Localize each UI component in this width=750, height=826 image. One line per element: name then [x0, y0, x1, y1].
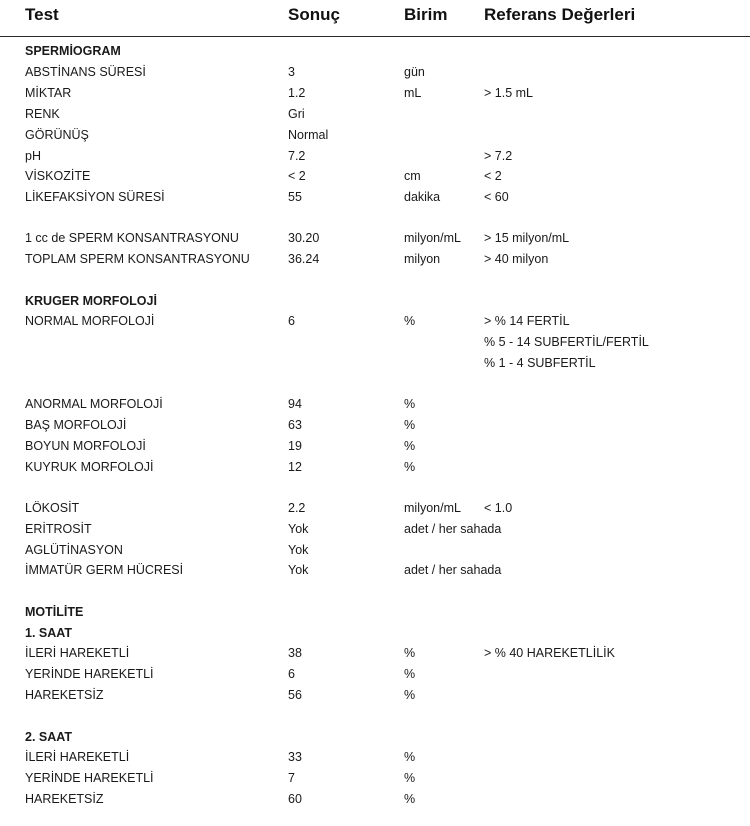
- table-row: [0, 540, 750, 560]
- test-name-cell: TOPLAM SPERM KONSANTRASYONU: [25, 252, 250, 266]
- result-cell: 1.2: [288, 86, 306, 100]
- result-cell: 19: [288, 439, 302, 453]
- test-name-cell: İMMATÜR GERM HÜCRESİ: [25, 563, 184, 577]
- table-row: [0, 104, 750, 124]
- table-row: [0, 560, 750, 580]
- reference-cell: % 1 - 4 SUBFERTİL: [484, 356, 596, 370]
- test-name-cell: BAŞ MORFOLOJİ: [25, 418, 127, 432]
- result-cell: 33: [288, 750, 302, 764]
- result-cell: 7.2: [288, 149, 306, 163]
- reference-cell: > % 40 HAREKETLİLİK: [484, 646, 615, 660]
- test-name-cell: HAREKETSİZ: [25, 792, 104, 806]
- section-kruger: [0, 291, 750, 311]
- header-reference: Referans Değerleri: [484, 5, 636, 24]
- test-name-cell: 1. SAAT: [25, 626, 72, 640]
- reference-cell: > 40 milyon: [484, 252, 549, 266]
- section-hour-2: [0, 727, 750, 747]
- test-name-cell: AGLÜTİNASYON: [25, 543, 123, 557]
- test-name-cell: LÖKOSİT: [25, 501, 80, 515]
- table-row: [0, 498, 750, 518]
- table-row: [0, 146, 750, 166]
- test-name-cell: RENK: [25, 107, 60, 121]
- unit-cell: milyon: [404, 252, 441, 266]
- result-cell: 3: [288, 65, 295, 79]
- test-name-cell: YERİNDE HAREKETLİ: [25, 771, 154, 785]
- table-row: [0, 62, 750, 82]
- unit-cell: mL: [404, 86, 422, 100]
- result-cell: 36.24: [288, 252, 320, 266]
- test-name-cell: GÖRÜNÜŞ: [25, 128, 89, 142]
- test-name-cell: İLERİ HAREKETLİ: [25, 750, 130, 764]
- reference-cell: < 1.0: [484, 501, 513, 515]
- result-cell: Yok: [288, 522, 309, 536]
- unit-cell: cm: [404, 169, 421, 183]
- table-row: [0, 187, 750, 207]
- unit-cell: %: [404, 667, 416, 681]
- result-cell: 6: [288, 667, 295, 681]
- table-header: [0, 0, 750, 37]
- test-name-cell: KUYRUK MORFOLOJİ: [25, 460, 154, 474]
- test-name-cell: LİKEFAKSİYON SÜRESİ: [25, 190, 165, 204]
- result-cell: 2.2: [288, 501, 306, 515]
- table-row: [0, 415, 750, 435]
- table-row: [0, 83, 750, 103]
- test-name-cell: MİKTAR: [25, 86, 72, 100]
- reference-cell: > 7.2: [484, 149, 513, 163]
- unit-cell: %: [404, 750, 416, 764]
- table-row: [0, 228, 750, 248]
- reference-cell: > 15 milyon/mL: [484, 231, 570, 245]
- table-row: [0, 353, 750, 373]
- table-row: [0, 394, 750, 414]
- result-cell: 94: [288, 397, 302, 411]
- section-hour-1: [0, 623, 750, 643]
- table-row: [0, 457, 750, 477]
- result-cell: 63: [288, 418, 302, 432]
- result-cell: Gri: [288, 107, 305, 121]
- table-row: [0, 311, 750, 331]
- table-row: [0, 664, 750, 684]
- table-row: [0, 768, 750, 788]
- test-name-cell: KRUGER MORFOLOJİ: [25, 294, 157, 308]
- section-spermiogram: [0, 41, 750, 61]
- result-cell: Yok: [288, 543, 309, 557]
- unit-cell: %: [404, 771, 416, 785]
- test-name-cell: BOYUN MORFOLOJİ: [25, 439, 146, 453]
- reference-cell: > % 14 FERTİL: [484, 314, 570, 328]
- reference-cell: > 1.5 mL: [484, 86, 533, 100]
- unit-cell: %: [404, 314, 416, 328]
- unit-cell: %: [404, 439, 416, 453]
- result-cell: 38: [288, 646, 302, 660]
- result-cell: Yok: [288, 563, 309, 577]
- header-test: Test: [25, 5, 59, 24]
- table-row: [0, 332, 750, 352]
- unit-cell: adet / her sahada: [404, 563, 502, 577]
- result-cell: 12: [288, 460, 302, 474]
- unit-cell: milyon/mL: [404, 231, 461, 245]
- test-name-cell: 2. SAAT: [25, 730, 72, 744]
- reference-cell: < 60: [484, 190, 509, 204]
- unit-cell: milyon/mL: [404, 501, 461, 515]
- section-motility: [0, 602, 750, 622]
- test-name-cell: pH: [25, 149, 41, 163]
- unit-cell: %: [404, 792, 416, 806]
- result-cell: 56: [288, 688, 302, 702]
- table-row: [0, 436, 750, 456]
- table-row: [0, 643, 750, 663]
- reference-cell: < 2: [484, 169, 502, 183]
- unit-cell: %: [404, 418, 416, 432]
- table-row: [0, 747, 750, 767]
- result-cell: 60: [288, 792, 302, 806]
- result-cell: 55: [288, 190, 302, 204]
- table-row: [0, 166, 750, 186]
- test-name-cell: SPERMİOGRAM: [25, 44, 121, 58]
- unit-cell: dakika: [404, 190, 441, 204]
- unit-cell: %: [404, 646, 416, 660]
- result-cell: 7: [288, 771, 295, 785]
- test-name-cell: VİSKOZİTE: [25, 169, 91, 183]
- result-cell: 6: [288, 314, 295, 328]
- table-row: [0, 125, 750, 145]
- unit-cell: adet / her sahada: [404, 522, 502, 536]
- unit-cell: gün: [404, 65, 425, 79]
- result-cell: 30.20: [288, 231, 320, 245]
- unit-cell: %: [404, 460, 416, 474]
- header-result: Sonuç: [288, 5, 340, 24]
- result-cell: < 2: [288, 169, 306, 183]
- table-row: [0, 519, 750, 539]
- test-name-cell: MOTİLİTE: [25, 605, 84, 619]
- test-name-cell: YERİNDE HAREKETLİ: [25, 667, 154, 681]
- test-name-cell: HAREKETSİZ: [25, 688, 104, 702]
- table-row: [0, 685, 750, 705]
- test-name-cell: ABSTİNANS SÜRESİ: [25, 65, 146, 79]
- unit-cell: %: [404, 397, 416, 411]
- unit-cell: %: [404, 688, 416, 702]
- result-cell: Normal: [288, 128, 329, 142]
- header-unit: Birim: [404, 5, 448, 24]
- reference-cell: % 5 - 14 SUBFERTİL/FERTİL: [484, 335, 649, 349]
- test-name-cell: ERİTROSİT: [25, 522, 92, 536]
- test-name-cell: NORMAL MORFOLOJİ: [25, 314, 155, 328]
- table-row: [0, 249, 750, 269]
- test-name-cell: ANORMAL MORFOLOJİ: [25, 397, 163, 411]
- table-row: [0, 789, 750, 809]
- test-name-cell: İLERİ HAREKETLİ: [25, 646, 130, 660]
- test-name-cell: 1 cc de SPERM KONSANTRASYONU: [25, 231, 239, 245]
